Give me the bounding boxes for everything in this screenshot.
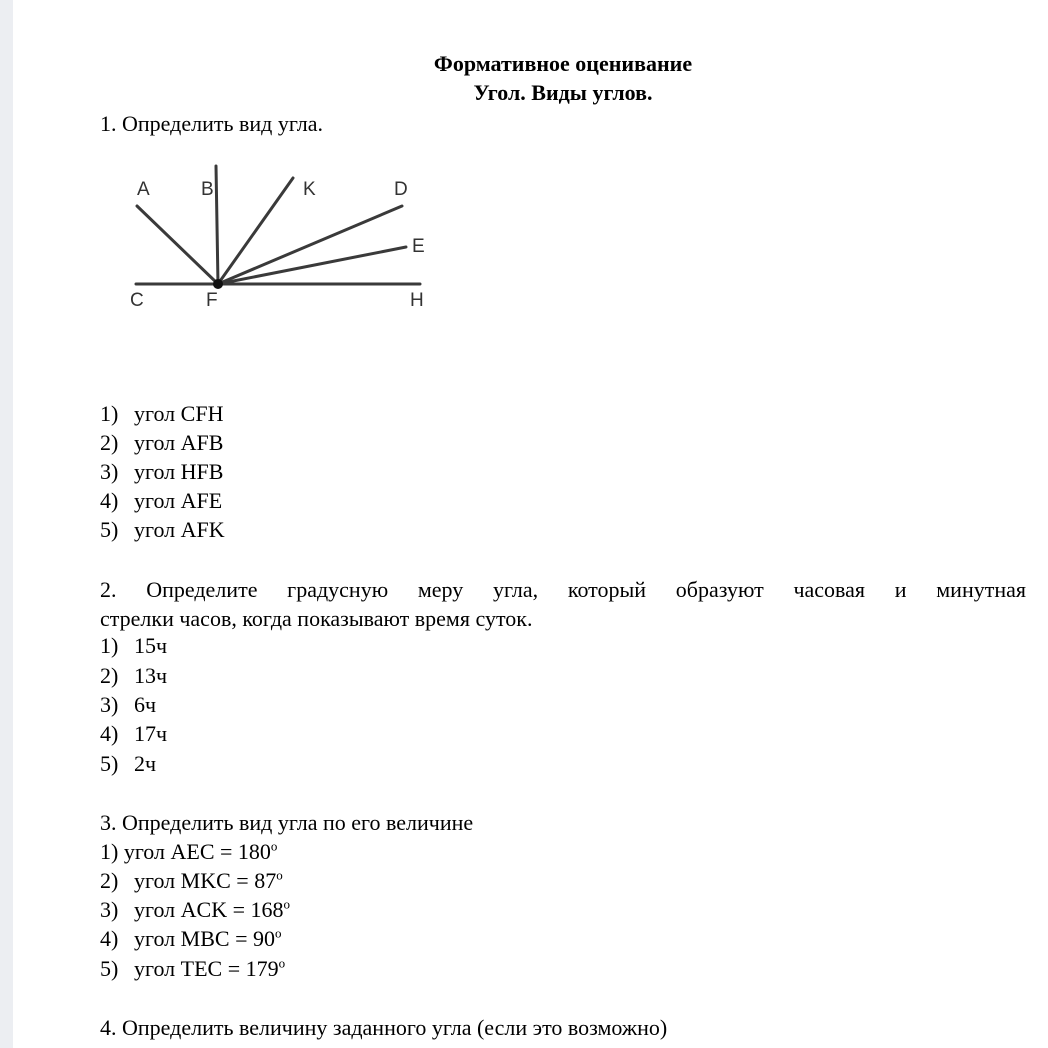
ray-fa	[137, 206, 218, 284]
label-d: D	[394, 179, 408, 200]
q2-item: 2) 13ч	[100, 663, 168, 688]
vertex-f	[213, 279, 223, 289]
ray-fb	[216, 166, 218, 284]
q3-item: 4) угол MBC = $90^o$	[100, 925, 282, 951]
label-h: H	[410, 290, 424, 311]
q1-item: 2) угол AFB	[100, 430, 224, 455]
q3-item: 3) угол ACK = $168^o$	[100, 896, 291, 922]
q1-item: 3) угол HFB	[100, 459, 224, 484]
label-b: B	[201, 179, 214, 200]
ray-fe	[218, 247, 406, 284]
q4-prompt: 4. Определить величину заданного угла (если это возможно)	[100, 1015, 668, 1040]
q3-item: 1) угол AEC = $180^o$	[100, 838, 278, 864]
label-f: F	[206, 290, 218, 311]
q3-item: 5) угол TEC = $179^o$	[100, 955, 286, 981]
document-title: Формативное оценивание	[433, 51, 693, 76]
q3-prompt: 3. Определить вид угла по его величине	[100, 810, 474, 835]
q1-item: 1) угол CFH	[100, 401, 224, 426]
q1-prompt: 1. Определить вид угла.	[100, 111, 323, 136]
q1-item: 5) угол AFK	[100, 517, 225, 542]
document-subtitle: Угол. Виды углов.	[473, 80, 653, 105]
label-e: E	[412, 236, 425, 257]
q3-item: 2) угол MKC = $87^o$	[100, 867, 283, 893]
label-k: K	[303, 179, 316, 200]
page-edge	[0, 0, 13, 1048]
label-c: C	[130, 290, 144, 311]
q1-item: 4) угол AFE	[100, 488, 223, 513]
angle-diagram	[110, 150, 450, 325]
q2-item: 5) 2ч	[100, 751, 157, 776]
q2-prompt: 2. Определите градусную меру угла, который образуют часовая и минутная стрелки часов, когда показывают время суток.	[100, 577, 1026, 631]
q2-item: 4) 17ч	[100, 721, 168, 746]
label-a: A	[137, 179, 150, 200]
q2-item: 3) 6ч	[100, 692, 157, 717]
q2-item: 1) 15ч	[100, 633, 168, 658]
